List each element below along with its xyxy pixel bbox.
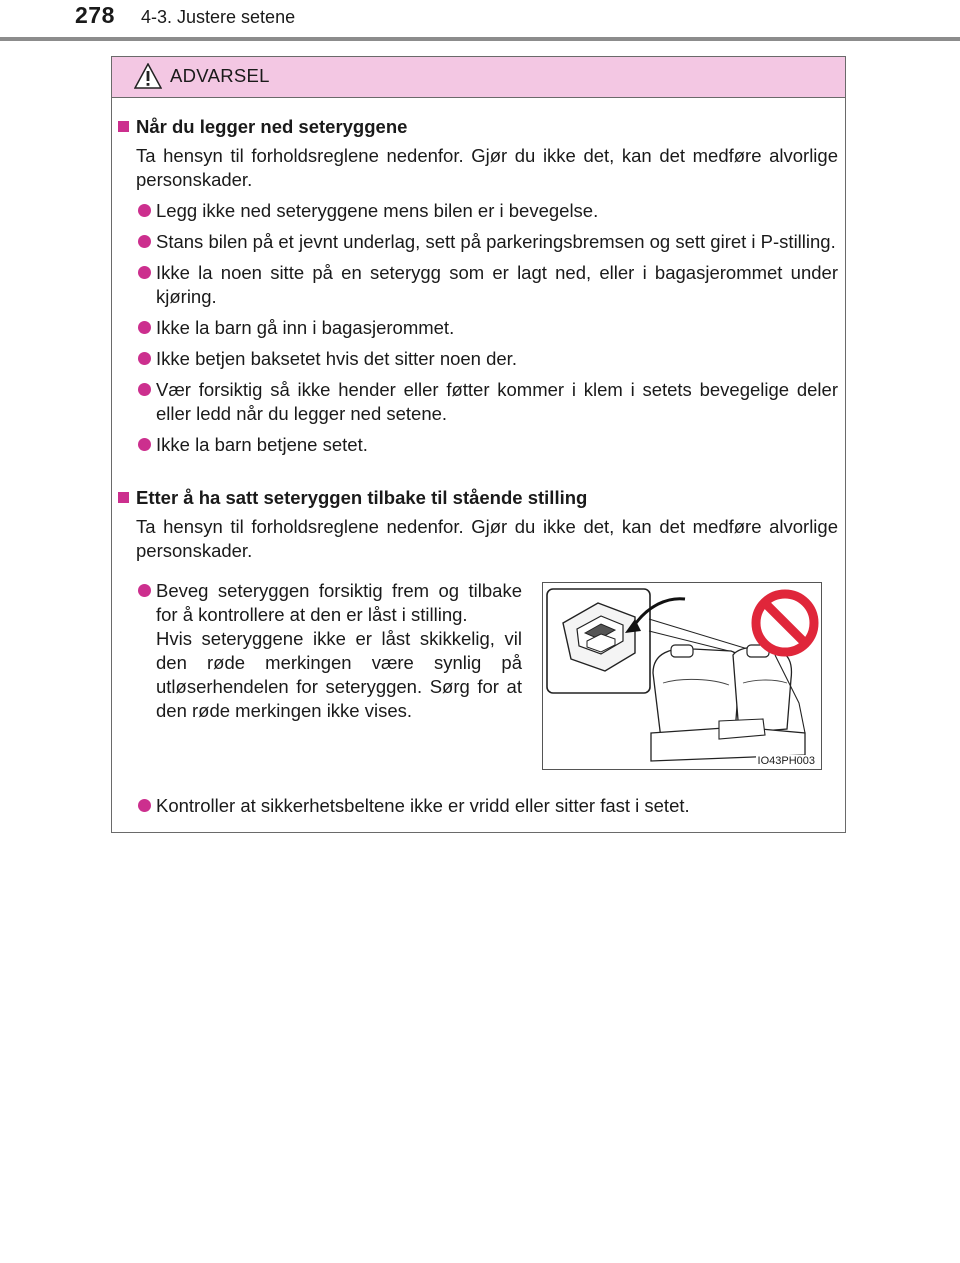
list-item: Ikke la barn gå inn i bagasjerommet. (118, 316, 838, 340)
list-item: Stans bilen på et jevnt underlag, sett på parkeringsbremsen og sett giret i P-stilling. (118, 230, 838, 254)
rear-seat-drawing (543, 583, 820, 768)
bullet-dot-icon (138, 584, 151, 597)
section-fold-down (118, 115, 838, 457)
warning-header (112, 57, 845, 98)
header-rule (0, 37, 960, 41)
figure-bullet (136, 579, 522, 723)
seat-illustration (542, 582, 822, 770)
list-item: Vær forsiktig så ikke hender eller føtter kommer i klem i setets bevegelige deler eller ledd når du legger ned setene. (118, 378, 838, 426)
bullet-dot-icon (138, 266, 151, 279)
section-heading-text: Når du legger ned seteryggene (136, 116, 408, 137)
bullet-dot-icon (138, 352, 151, 365)
list-item: Legg ikke ned seteryggene mens bilen er i bevegelse. (118, 199, 838, 223)
list-item: Ikke la barn betjene setet. (118, 433, 838, 457)
bullet-dot-icon (138, 799, 151, 812)
warning-label: ADVARSEL (170, 65, 270, 86)
bullet-dot-icon (138, 235, 151, 248)
bullet-dot-icon (138, 383, 151, 396)
page-number: 278 (75, 2, 115, 28)
section-heading-text: Etter å ha satt seteryggen tilbake til stående stilling (136, 487, 588, 508)
section-heading (118, 486, 838, 510)
section-after-raising (118, 486, 838, 563)
section-heading (118, 115, 838, 139)
page-header (0, 0, 960, 44)
bullet-text-continued: Hvis seteryggene ikke er låst skikkelig, vil den røde merkingen være synlig på utløserhendelen for seteryggen. Sørg for at den røde merkingen ikke vises. (156, 628, 522, 721)
square-bullet-icon (118, 492, 129, 503)
list-item: Ikke la noen sitte på en seterygg som er lagt ned, eller i bagasjerommet under kjøring. (118, 261, 838, 309)
list-item: Kontroller at sikkerhetsbeltene ikke er vridd eller sitter fast i setet. (118, 794, 838, 818)
bullet-dot-icon (138, 438, 151, 451)
bullet-dot-icon (138, 321, 151, 334)
intro-text: Ta hensyn til forholdsreglene nedenfor. Gjør du ikke det, kan det medføre alvorlige personskader. (136, 145, 838, 190)
bullet-dot-icon (138, 204, 151, 217)
list-item (136, 579, 522, 723)
figure-code: IO43PH003 (757, 755, 815, 767)
final-bullet (118, 787, 838, 818)
warning-triangle-icon (134, 63, 162, 89)
square-bullet-icon (118, 121, 129, 132)
bullet-text: Beveg seteryggen forsiktig frem og tilbake for å kontrollere at den er låst i stilling. (156, 580, 522, 625)
section-title: 4-3. Justere setene (141, 7, 296, 27)
warning-box (111, 56, 846, 833)
list-item: Ikke betjen baksetet hvis det sitter noen der. (118, 347, 838, 371)
intro-text: Ta hensyn til forholdsreglene nedenfor. Gjør du ikke det, kan det medføre alvorlige personskader. (136, 516, 838, 561)
